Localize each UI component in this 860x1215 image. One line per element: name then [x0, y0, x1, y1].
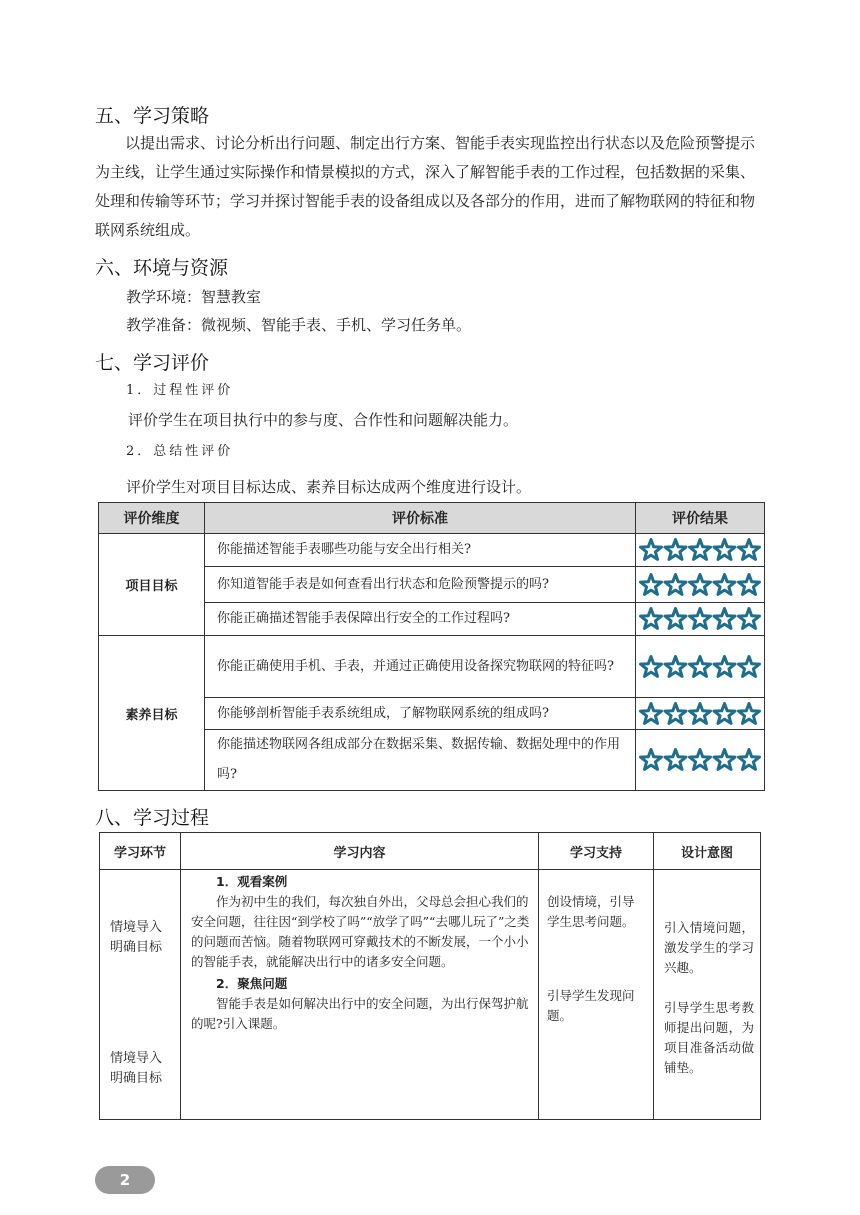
star-icon[interactable] [690, 750, 711, 770]
star-icon[interactable] [739, 656, 760, 676]
star-rating[interactable] [636, 567, 765, 603]
content-title: 1．观看案例 [216, 874, 288, 889]
star-rating[interactable] [636, 603, 765, 636]
environment-text: 教学环境：智慧教室 [126, 288, 262, 306]
star-icon[interactable] [665, 656, 686, 676]
star-icon[interactable] [690, 656, 711, 676]
stage-label: 情境导入明确目标 [110, 1051, 163, 1086]
star-icon[interactable] [739, 703, 760, 723]
star-icon[interactable] [665, 540, 686, 560]
star-rating-icons[interactable] [639, 607, 761, 631]
summative-eval-title: 2．总结性评价 [126, 444, 234, 459]
content-cell [181, 870, 539, 1120]
header-content: 学习内容 [181, 833, 539, 870]
stage-cell [100, 870, 181, 1120]
criterion-row: 你能描述智能手表哪些功能与安全出行相关? [205, 534, 636, 567]
intent-text: 引入情境问题，激发学生的学习兴趣。 [664, 920, 754, 975]
star-icon[interactable] [641, 656, 662, 676]
star-icon[interactable] [714, 703, 735, 723]
process-table [99, 832, 761, 1120]
section7-heading: 七、学习评价 [95, 352, 210, 374]
star-rating[interactable] [636, 730, 765, 791]
star-rating-icons[interactable] [639, 748, 761, 772]
star-rating-icons[interactable] [639, 702, 761, 726]
star-icon[interactable] [665, 609, 686, 629]
header-result: 评价结果 [636, 503, 765, 534]
criterion-row: 你知道智能手表是如何查看出行状态和危险预警提示的吗? [205, 567, 636, 603]
section8-heading: 八、学习过程 [95, 807, 210, 829]
header-support: 学习支持 [539, 833, 654, 870]
support-text: 创设情境，引导学生思考问题。 [547, 894, 635, 929]
header-dimension: 评价维度 [99, 503, 205, 534]
star-rating-icons[interactable] [639, 655, 761, 679]
star-rating[interactable] [636, 698, 765, 730]
evaluation-table [98, 502, 765, 791]
section5-heading: 五、学习策略 [95, 105, 210, 127]
support-cell [539, 870, 654, 1120]
star-icon[interactable] [690, 609, 711, 629]
star-rating-icons[interactable] [639, 573, 761, 597]
star-icon[interactable] [641, 574, 662, 594]
star-icon[interactable] [690, 574, 711, 594]
dimension-literacy-goal: 素养目标 [99, 636, 205, 791]
star-icon[interactable] [665, 574, 686, 594]
content-text: 作为初中生的我们，每次独自外出，父母总会担心我们的安全问题，往往因“到学校了吗”“放学了吗”“去哪儿玩了”之类的问题而苦恼。随着物联网可穿戴技术的不断发展，一个小小的智能手表，就能解决出行中的诸多安全问题。 [191, 894, 530, 969]
star-icon[interactable] [714, 656, 735, 676]
process-eval-title: 1．过程性评价 [126, 383, 234, 398]
preparation-text: 教学准备：微视频、智能手表、手机、学习任务单。 [126, 316, 472, 334]
header-intent: 设计意图 [654, 833, 761, 870]
intent-cell [654, 870, 761, 1120]
star-icon[interactable] [665, 750, 686, 770]
star-icon[interactable] [739, 750, 760, 770]
header-criteria: 评价标准 [205, 503, 636, 534]
star-icon[interactable] [739, 574, 760, 594]
section5-paragraph: 以提出需求、讨论分析出行问题、制定出行方案、智能手表实现监控出行状态以及危险预警提示为主线，让学生通过实际操作和情景模拟的方式，深入了解智能手表的工作过程，包括数据的采集、处理和传输等环节；学习并探讨智能手表的设备组成以及各部分的作用，进而了解物联网的特征和物联网系统组成。 [95, 134, 756, 239]
summative-eval-text: 评价学生对项目目标达成、素养目标达成两个维度进行设计。 [126, 478, 532, 496]
star-rating[interactable] [636, 636, 765, 698]
star-icon[interactable] [714, 540, 735, 560]
criterion-row: 你能描述物联网各组成部分在数据采集、数据传输、数据处理中的作用吗? [205, 730, 636, 791]
intent-text: 引导学生思考教师提出问题，为项目准备活动做铺垫。 [664, 1000, 754, 1075]
support-text: 引导学生发现问题。 [547, 988, 635, 1023]
criterion-row: 你能正确使用手机、手表，并通过正确使用设备探究物联网的特征吗? [205, 636, 636, 698]
header-stage: 学习环节 [100, 833, 181, 870]
stage-label: 情境导入明确目标 [110, 920, 163, 955]
star-icon[interactable] [665, 703, 686, 723]
process-eval-text: 评价学生在项目执行中的参与度、合作性和问题解决能力。 [128, 411, 519, 429]
star-icon[interactable] [739, 609, 760, 629]
content-text: 智能手表是如何解决出行中的安全问题，为出行保驾护航的呢?引入课题。 [191, 996, 529, 1031]
dimension-project-goal: 项目目标 [99, 534, 205, 636]
criterion-row: 你能够剖析智能手表系统组成，了解物联网系统的组成吗? [205, 698, 636, 730]
star-icon[interactable] [641, 703, 662, 723]
section6-heading: 六、环境与资源 [95, 257, 229, 279]
star-icon[interactable] [641, 540, 662, 560]
star-icon[interactable] [641, 750, 662, 770]
star-icon[interactable] [739, 540, 760, 560]
page-number: 2 [95, 1166, 155, 1194]
star-rating[interactable] [636, 534, 765, 567]
star-icon[interactable] [690, 703, 711, 723]
star-icon[interactable] [690, 540, 711, 560]
star-icon[interactable] [714, 574, 735, 594]
star-icon[interactable] [714, 609, 735, 629]
star-rating-icons[interactable] [639, 538, 761, 562]
content-title: 2．聚焦问题 [216, 976, 288, 991]
star-icon[interactable] [714, 750, 735, 770]
criterion-row: 你能正确描述智能手表保障出行安全的工作过程吗? [205, 603, 636, 636]
star-icon[interactable] [641, 609, 662, 629]
